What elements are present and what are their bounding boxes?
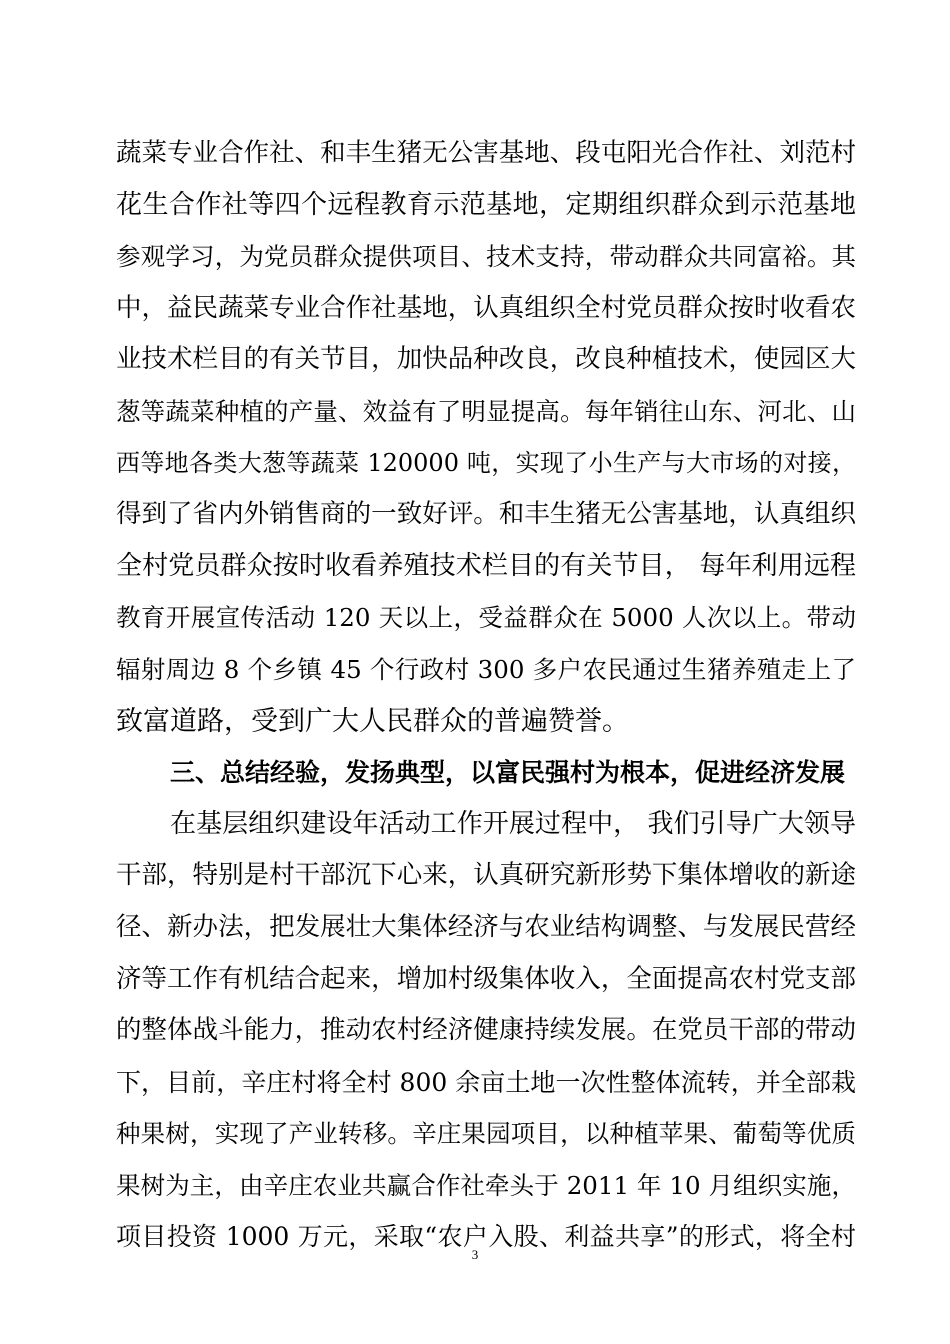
body-text (116, 128, 856, 1263)
text-line: 中，益民蔬菜专业合作社基地，认真组织全村党员群众按时收看农 (116, 292, 856, 323)
text-line: 果树为主，由辛庄农业共赢合作社牵头于 2011 年 10 月组织实施， (116, 1170, 856, 1200)
text-line: 参观学习，为党员群众提供项目、技术支持，带动群众共同富裕。其 (116, 242, 856, 272)
text-line: 教育开展宣传活动 120 天以上，受益群众在 5000 人次以上。带动 (116, 603, 856, 633)
text-line: 在基层组织建设年活动工作开展过程中， 我们引导广大领导 (170, 808, 856, 839)
paragraph-2 (116, 799, 856, 1263)
text-line: 辐射周边 8 个乡镇 45 个行政村 300 多户农民通过生猪养殖走上了 (116, 654, 856, 684)
text-line: 的整体战斗能力，推动农村经济健康持续发展。在党员干部的带动 (116, 1015, 856, 1046)
text-line: 济等工作有机结合起来，增加村级集体收入，全面提高农村党支部 (116, 963, 856, 994)
text-line: 致富道路，受到广大人民群众的普遍赞誉。 (116, 705, 629, 737)
text-line: 全村党员群众按时收看养殖技术栏目的有关节目， 每年利用远程 (116, 550, 856, 581)
text-line: 下，目前，辛庄村将全村 800 余亩土地一次性整体流转，并全部栽 (116, 1067, 856, 1097)
text-line: 干部，特别是村干部沉下心来，认真研究新形势下集体增收的新途 (116, 860, 856, 891)
text-line: 径、新办法，把发展壮大集体经济与农业结构调整、与发展民营经 (116, 911, 856, 942)
paragraph-1 (116, 128, 856, 747)
section-heading: 三、总结经验，发扬典型，以富民强村为根本，促进经济发展 (170, 758, 846, 788)
text-line: 业技术栏目的有关节目，加快品种改良，改良种植技术，使园区大 (116, 344, 856, 375)
text-line: 种果树，实现了产业转移。辛庄果园项目，以种植苹果、葡萄等优质 (116, 1119, 856, 1149)
text-line: 西等地各类大葱等蔬菜 120000 吨，实现了小生产与大市场的对接， (116, 448, 856, 477)
page-number: 3 (471, 1247, 479, 1262)
text-line: 得到了省内外销售商的一致好评。和丰生猪无公害基地，认真组织 (116, 499, 856, 530)
text-line: 项目投资 1000 万元，采取“农户入股、利益共享”的形式，将全村 (116, 1222, 856, 1252)
text-line: 葱等蔬菜种植的产量、效益有了明显提高。每年销往山东、河北、山 (116, 396, 856, 426)
text-line: 花生合作社等四个远程教育示范基地，定期组织群众到示范基地 (116, 189, 856, 220)
text-line: 蔬菜专业合作社、和丰生猪无公害基地、段屯阳光合作社、刘范村 (116, 138, 856, 168)
